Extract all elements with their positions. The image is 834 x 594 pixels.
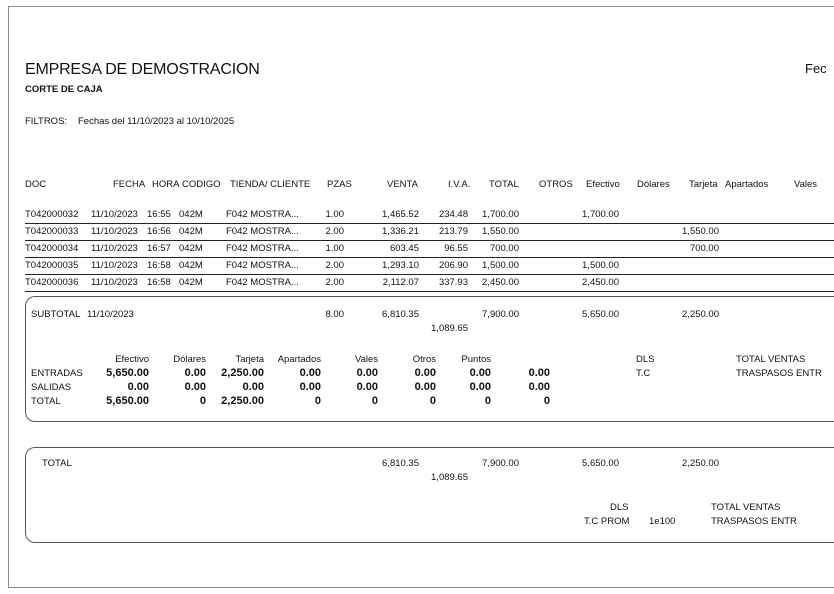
- cell-hora: 16:57: [147, 243, 171, 254]
- subtotal-tarjeta: 2,250.00: [682, 309, 719, 320]
- grand-total-efectivo: 5,650.00: [582, 458, 619, 469]
- cell-codigo: 042M: [179, 260, 203, 271]
- report-page: [8, 6, 834, 588]
- subtotal-venta: 6,810.35: [382, 309, 419, 320]
- cell-fecha: 11/10/2023: [91, 209, 138, 220]
- summary-value: 0: [543, 395, 550, 407]
- cell-total: 1,550.00: [482, 226, 519, 237]
- subtotal-efectivo: 5,650.00: [582, 309, 619, 320]
- cell-doc: T042000034: [25, 243, 79, 254]
- summary-value: 0.00: [242, 381, 264, 393]
- col-codigo: CODIGO: [182, 179, 221, 190]
- cell-doc: T042000033: [25, 226, 79, 237]
- cell-tarjeta: 700.00: [689, 243, 719, 254]
- cell-venta: 2,112.07: [382, 277, 419, 288]
- summary-value: 0: [484, 395, 491, 407]
- summary-value: 0.00: [528, 367, 550, 379]
- summary-value: 0.00: [469, 367, 491, 379]
- summary-value: 0.00: [356, 381, 378, 393]
- col-tarjeta: Tarjeta: [689, 179, 718, 190]
- col-otros: OTROS: [539, 179, 573, 190]
- cell-venta: 1,465.52: [382, 209, 419, 220]
- cell-pzas: 2.00: [325, 260, 344, 271]
- cell-tienda: F042 MOSTRA...: [226, 243, 299, 254]
- cell-hora: 16:58: [147, 260, 171, 271]
- report-title: CORTE DE CAJA: [25, 84, 103, 95]
- summary-value: 0.00: [414, 367, 436, 379]
- filters-value: Fechas del 11/10/2023 al 10/10/2025: [78, 116, 235, 127]
- summary-value: 0: [429, 395, 436, 407]
- col-pzas: PZAS: [327, 179, 352, 190]
- row-divider: [25, 257, 834, 258]
- summary-row-label: SALIDAS: [31, 382, 72, 393]
- cell-total: 1,500.00: [482, 260, 519, 271]
- grand-total-total: 7,900.00: [482, 458, 519, 469]
- cell-efectivo: 1,700.00: [582, 209, 619, 220]
- row-divider: [25, 223, 834, 224]
- row-divider: [25, 291, 834, 292]
- cell-venta: 1,293.10: [382, 260, 419, 271]
- cell-pzas: 1.00: [325, 243, 344, 254]
- grand-total-ventas-label: TOTAL VENTAS: [711, 502, 781, 513]
- summary-value: 0.00: [299, 367, 321, 379]
- company-name: EMPRESA DE DEMOSTRACION: [25, 61, 260, 78]
- grand-total-venta: 6,810.35: [382, 458, 419, 469]
- summary-value: 0.00: [184, 381, 206, 393]
- cell-total: 700.00: [489, 243, 519, 254]
- summary-value: 0: [371, 395, 378, 407]
- summary-value: 0.00: [184, 367, 206, 379]
- cell-tienda: F042 MOSTRA...: [226, 209, 299, 220]
- cell-codigo: 042M: [179, 277, 203, 288]
- summary-h-otros: Otros: [412, 354, 436, 365]
- summary-h-apartados: Apartados: [277, 354, 321, 365]
- summary-value: 2,250.00: [221, 367, 264, 379]
- col-hora: HORA: [152, 179, 180, 190]
- summary-value: 0: [199, 395, 206, 407]
- cell-total: 2,450.00: [482, 277, 519, 288]
- grand-total-label: TOTAL: [42, 458, 72, 469]
- summary-h-tarjeta: Tarjeta: [235, 354, 264, 365]
- cell-doc: T042000036: [25, 277, 79, 288]
- summary-value: 0.00: [528, 381, 550, 393]
- summary-value: 0.00: [469, 381, 491, 393]
- col-doc: DOC: [25, 179, 47, 190]
- cell-iva: 206.90: [438, 260, 468, 271]
- col-total: TOTAL: [489, 179, 519, 190]
- summary-value: 5,650.00: [106, 395, 149, 407]
- subtotal-dls-label: DLS: [636, 354, 655, 365]
- subtotal-iva: 1,089.65: [431, 323, 468, 334]
- cell-venta: 603.45: [389, 243, 419, 254]
- cell-pzas: 2.00: [325, 226, 344, 237]
- cell-tienda: F042 MOSTRA...: [226, 277, 299, 288]
- row-divider: [25, 240, 834, 241]
- filters-label: FILTROS:: [25, 116, 68, 127]
- cell-doc: T042000032: [25, 209, 79, 220]
- cell-doc: T042000035: [25, 260, 79, 271]
- grand-total-tarjeta: 2,250.00: [682, 458, 719, 469]
- cell-iva: 213.79: [438, 226, 468, 237]
- date-label: Fec: [805, 61, 827, 76]
- cell-hora: 16:56: [147, 226, 171, 237]
- cell-tienda: F042 MOSTRA...: [226, 260, 299, 271]
- summary-value: 0.00: [127, 381, 149, 393]
- cell-fecha: 11/10/2023: [91, 226, 138, 237]
- subtotal-total-ventas-label: TOTAL VENTAS: [736, 354, 806, 365]
- summary-row-label: ENTRADAS: [31, 368, 83, 379]
- cell-venta: 1,336.21: [382, 226, 419, 237]
- summary-h-efectivo: Efectivo: [115, 354, 149, 365]
- summary-value: 0: [314, 395, 321, 407]
- summary-value: 5,650.00: [106, 367, 149, 379]
- cell-fecha: 11/10/2023: [91, 243, 138, 254]
- cell-codigo: 042M: [179, 209, 203, 220]
- subtotal-pzas: 8.00: [325, 309, 344, 320]
- summary-value: 0.00: [299, 381, 321, 393]
- cell-hora: 16:55: [147, 209, 171, 220]
- grand-tc-prom-label: T.C PROM: [584, 516, 630, 527]
- cell-codigo: 042M: [179, 226, 203, 237]
- subtotal-total: 7,900.00: [482, 309, 519, 320]
- summary-value: 2,250.00: [221, 395, 264, 407]
- cell-pzas: 1.00: [325, 209, 344, 220]
- subtotal-label: SUBTOTAL: [31, 309, 81, 320]
- cell-pzas: 2.00: [325, 277, 344, 288]
- row-divider: [25, 274, 834, 275]
- cell-efectivo: 1,500.00: [582, 260, 619, 271]
- summary-value: 0.00: [356, 367, 378, 379]
- cell-tarjeta: 1,550.00: [682, 226, 719, 237]
- cell-efectivo: 2,450.00: [582, 277, 619, 288]
- col-iva: I.V.A.: [448, 179, 471, 190]
- cell-hora: 16:58: [147, 277, 171, 288]
- cell-total: 1,700.00: [482, 209, 519, 220]
- col-dolares: Dólares: [637, 179, 670, 190]
- summary-value: 0.00: [414, 381, 436, 393]
- col-tienda: TIENDA/ CLIENTE: [230, 179, 311, 190]
- summary-row-label: TOTAL: [31, 396, 61, 407]
- col-vales: Vales: [794, 179, 818, 190]
- col-efectivo: Efectivo: [586, 179, 620, 190]
- summary-h-vales: Vales: [354, 354, 378, 365]
- cell-iva: 96.55: [444, 243, 468, 254]
- cell-fecha: 11/10/2023: [91, 277, 138, 288]
- col-venta: VENTA: [387, 179, 418, 190]
- col-fecha: FECHA: [113, 179, 146, 190]
- grand-total-iva: 1,089.65: [431, 472, 468, 483]
- cell-codigo: 042M: [179, 243, 203, 254]
- grand-traspasos-label: TRASPASOS ENTR: [711, 516, 797, 527]
- grand-dls-label: DLS: [610, 502, 629, 513]
- cell-fecha: 11/10/2023: [91, 260, 138, 271]
- grand-tc-prom-value: 1e100: [649, 516, 676, 527]
- subtotal-date: 11/10/2023: [87, 309, 134, 320]
- subtotal-tc-label: T.C: [636, 368, 651, 379]
- cell-iva: 337.93: [438, 277, 468, 288]
- summary-h-puntos: Puntos: [461, 354, 491, 365]
- summary-h-dolares: Dólares: [173, 354, 206, 365]
- cell-iva: 234.48: [438, 209, 468, 220]
- subtotal-traspasos-label: TRASPASOS ENTR: [736, 368, 822, 379]
- col-apartados: Apartados: [725, 179, 769, 190]
- cell-tienda: F042 MOSTRA...: [226, 226, 299, 237]
